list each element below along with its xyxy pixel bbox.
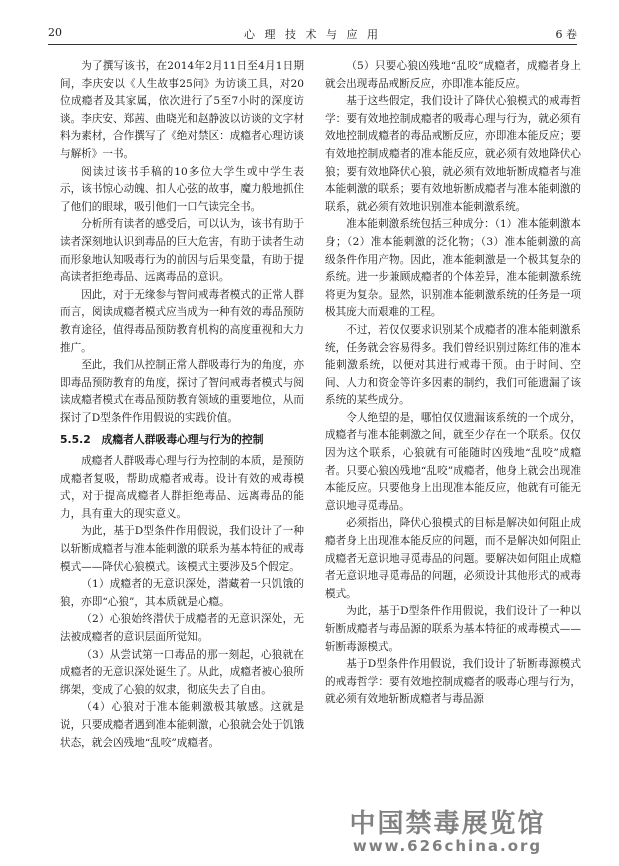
paragraph: （2）心狼始终潜伏于成瘾者的无意识深处，无法被成瘾者的意识层面所觉知。 — [60, 613, 304, 643]
running-header — [48, 22, 577, 45]
paragraph: 成瘾者人群吸毒心理与行为控制的本质，是预防成瘾者复吸，帮助成瘾者戒毒。设计有效的戒毒模式，对于提高成瘾者人群拒绝毒品、远离毒品的能力，具有重大的现实意义。 — [60, 455, 304, 520]
site-watermark — [295, 810, 600, 854]
paragraph: 令人绝望的是，哪怕仅仅遗漏该系统的一个成分，成瘾者与准本能刺激之间，就至少存在一个联系。仅仅因为这个联系，心狼就有可能随时凶残地“乱咬”成瘾者。只要心狼凶残地“乱咬”成瘾者，他身上就会出现准本能反应。只要他身上出现准本能反应，他就有可能无意识地寻觅毒品。 — [325, 411, 581, 512]
journal-title: 心 理 技 术 与 应 用 — [244, 28, 381, 41]
paragraph: （4）心狼对于准本能刺激极其敏感。这就是说，只要成瘾者遇到准本能刺激，心狼就会处于饥饿状态，就会凶残地“乱咬”成瘾者。 — [60, 701, 304, 749]
paragraph: 为此，基于D型条件作用假说，我们设计了一种以斩断成瘾者与准本能刺激的联系为基本特征的戒毒模式——降伏心狼模式。该模式主要涉及5个假定。 — [60, 525, 304, 573]
paragraph: （1）成瘾者的无意识深处，潜藏着一只饥饿的狼，亦即“心狼”，其本质就是心瘾。 — [60, 578, 304, 608]
paragraph: 阅读过该书手稿的10多位大学生或中学生表示，该书惊心动魄、扣人心弦的故事，魔力般地抓住了他们的眼球，吸引他们一口气读完全书。 — [60, 165, 304, 213]
paragraph: 基于D型条件作用假说，我们设计了斩断毒源模式的戒毒哲学：要有效地控制成瘾者的吸毒心理与行为，就必须有效地斩断成瘾者与毒品源 — [325, 658, 581, 706]
paragraph: （5）只要心狼凶残地“乱咬”成瘾者，成瘾者身上就会出现毒品戒断反应，亦即准本能反应。 — [325, 60, 581, 90]
page-number: 20 — [48, 26, 62, 39]
paragraph: 必须指出，降伏心狼模式的目标是解决如何阻止成瘾者身上出现准本能反应的问题，而不是解决如何阻止成瘾者无意识地寻觅毒品的问题。要解决如何阻止成瘾者无意识地寻觅毒品的问题，必须设计其他形式的戒毒模式。 — [325, 517, 581, 600]
paragraph: 至此，我们从控制正常人群吸毒行为的角度，亦即毒品预防教育的角度，探讨了智问戒毒者模式与阅读成瘾者模式在毒品预防教育领域的重要地位，从而探讨了D型条件作用假说的实践价值。 — [60, 359, 304, 424]
section-heading: 5.5.2 成瘾者人群吸毒心理与行为的控制 — [60, 433, 264, 447]
paragraph: 不过，若仅仅要求识别某个成瘾者的准本能刺激系统，任务就会容易得多。我们曾经识别过陈红伟的准本能刺激系统，以便对其进行戒毒干预。由于时间、空间、人力和资金等许多因素的制约，我们可能遗漏了该系统的某些成分。 — [325, 323, 581, 407]
paragraph: （3）从尝试第一口毒品的那一刻起，心狼就在成瘾者的无意识深处诞生了。从此，成瘾者被心狼所绑架，变成了心狼的奴隶，彻底失去了自由。 — [60, 648, 304, 696]
volume-label: 6 卷 — [555, 28, 577, 41]
paragraph: 为此，基于D型条件作用假说，我们设计了一种以斩断成瘾者与毒品源的联系为基本特征的戒毒模式——斩断毒源模式。 — [325, 605, 581, 653]
watermark-url: www.626china.org — [352, 837, 543, 855]
watermark-site-name: 中国禁毒展览馆 — [349, 809, 546, 839]
paragraph: 基于这些假定，我们设计了降伏心狼模式的戒毒哲学：要有效地控制成瘾者的吸毒心理与行为，就必须有效地控制成瘾者的毒品戒断反应，亦即准本能反应；要有效地控制成瘾者的准本能反应，就必须有效地降伏心狼；要有效地降伏心狼，就必须有效地斩断成瘾者与准本能刺激的联系；要有效地斩断成瘾者与准本能刺激的联系，就必须有效地识别准本能刺激系统。 — [325, 95, 581, 213]
paragraph: 因此，对于无缘参与智问戒毒者模式的正常人群而言，阅读成瘾者模式应当成为一种有效的毒品预防教育途径，值得毒品预防教育机构的高度重视和大力推广。 — [60, 288, 304, 354]
paragraph: 准本能刺激系统包括三种成分：（1）准本能刺激本身；（2）准本能刺激的泛化物；（3）准本能刺激的高级条件作用产物。因此，准本能刺激是一个极其复杂的系统。进一步兼顾成瘾者的个体差异，准本能刺激系统将更为复杂。显然，识别准本能刺激系统的任务是一项极其庞大而艰难的工程。 — [325, 218, 581, 319]
paragraph: 分析所有读者的感受后，可以认为，该书有助于读者深刻地认识到毒品的巨大危害，有助于读者生动而形象地认知吸毒行为的前因与后果变量，有助于提高读者拒绝毒品、远离毒品的意识。 — [60, 218, 304, 284]
paragraph: 为了撰写该书，在2014年2月11日至4月1日期间，李庆安以《人生故事25问》为访谈工具，对20位成瘾者及其家属，依次进行了5至7小时的深度访谈。李庆安、郑茜、曲晓光和赵静波以访谈的文字材料为素材，合作撰写了《绝对禁区：成瘾者心理访谈与解析》一书。 — [60, 60, 304, 160]
right-column — [325, 58, 581, 838]
left-column — [60, 58, 304, 838]
